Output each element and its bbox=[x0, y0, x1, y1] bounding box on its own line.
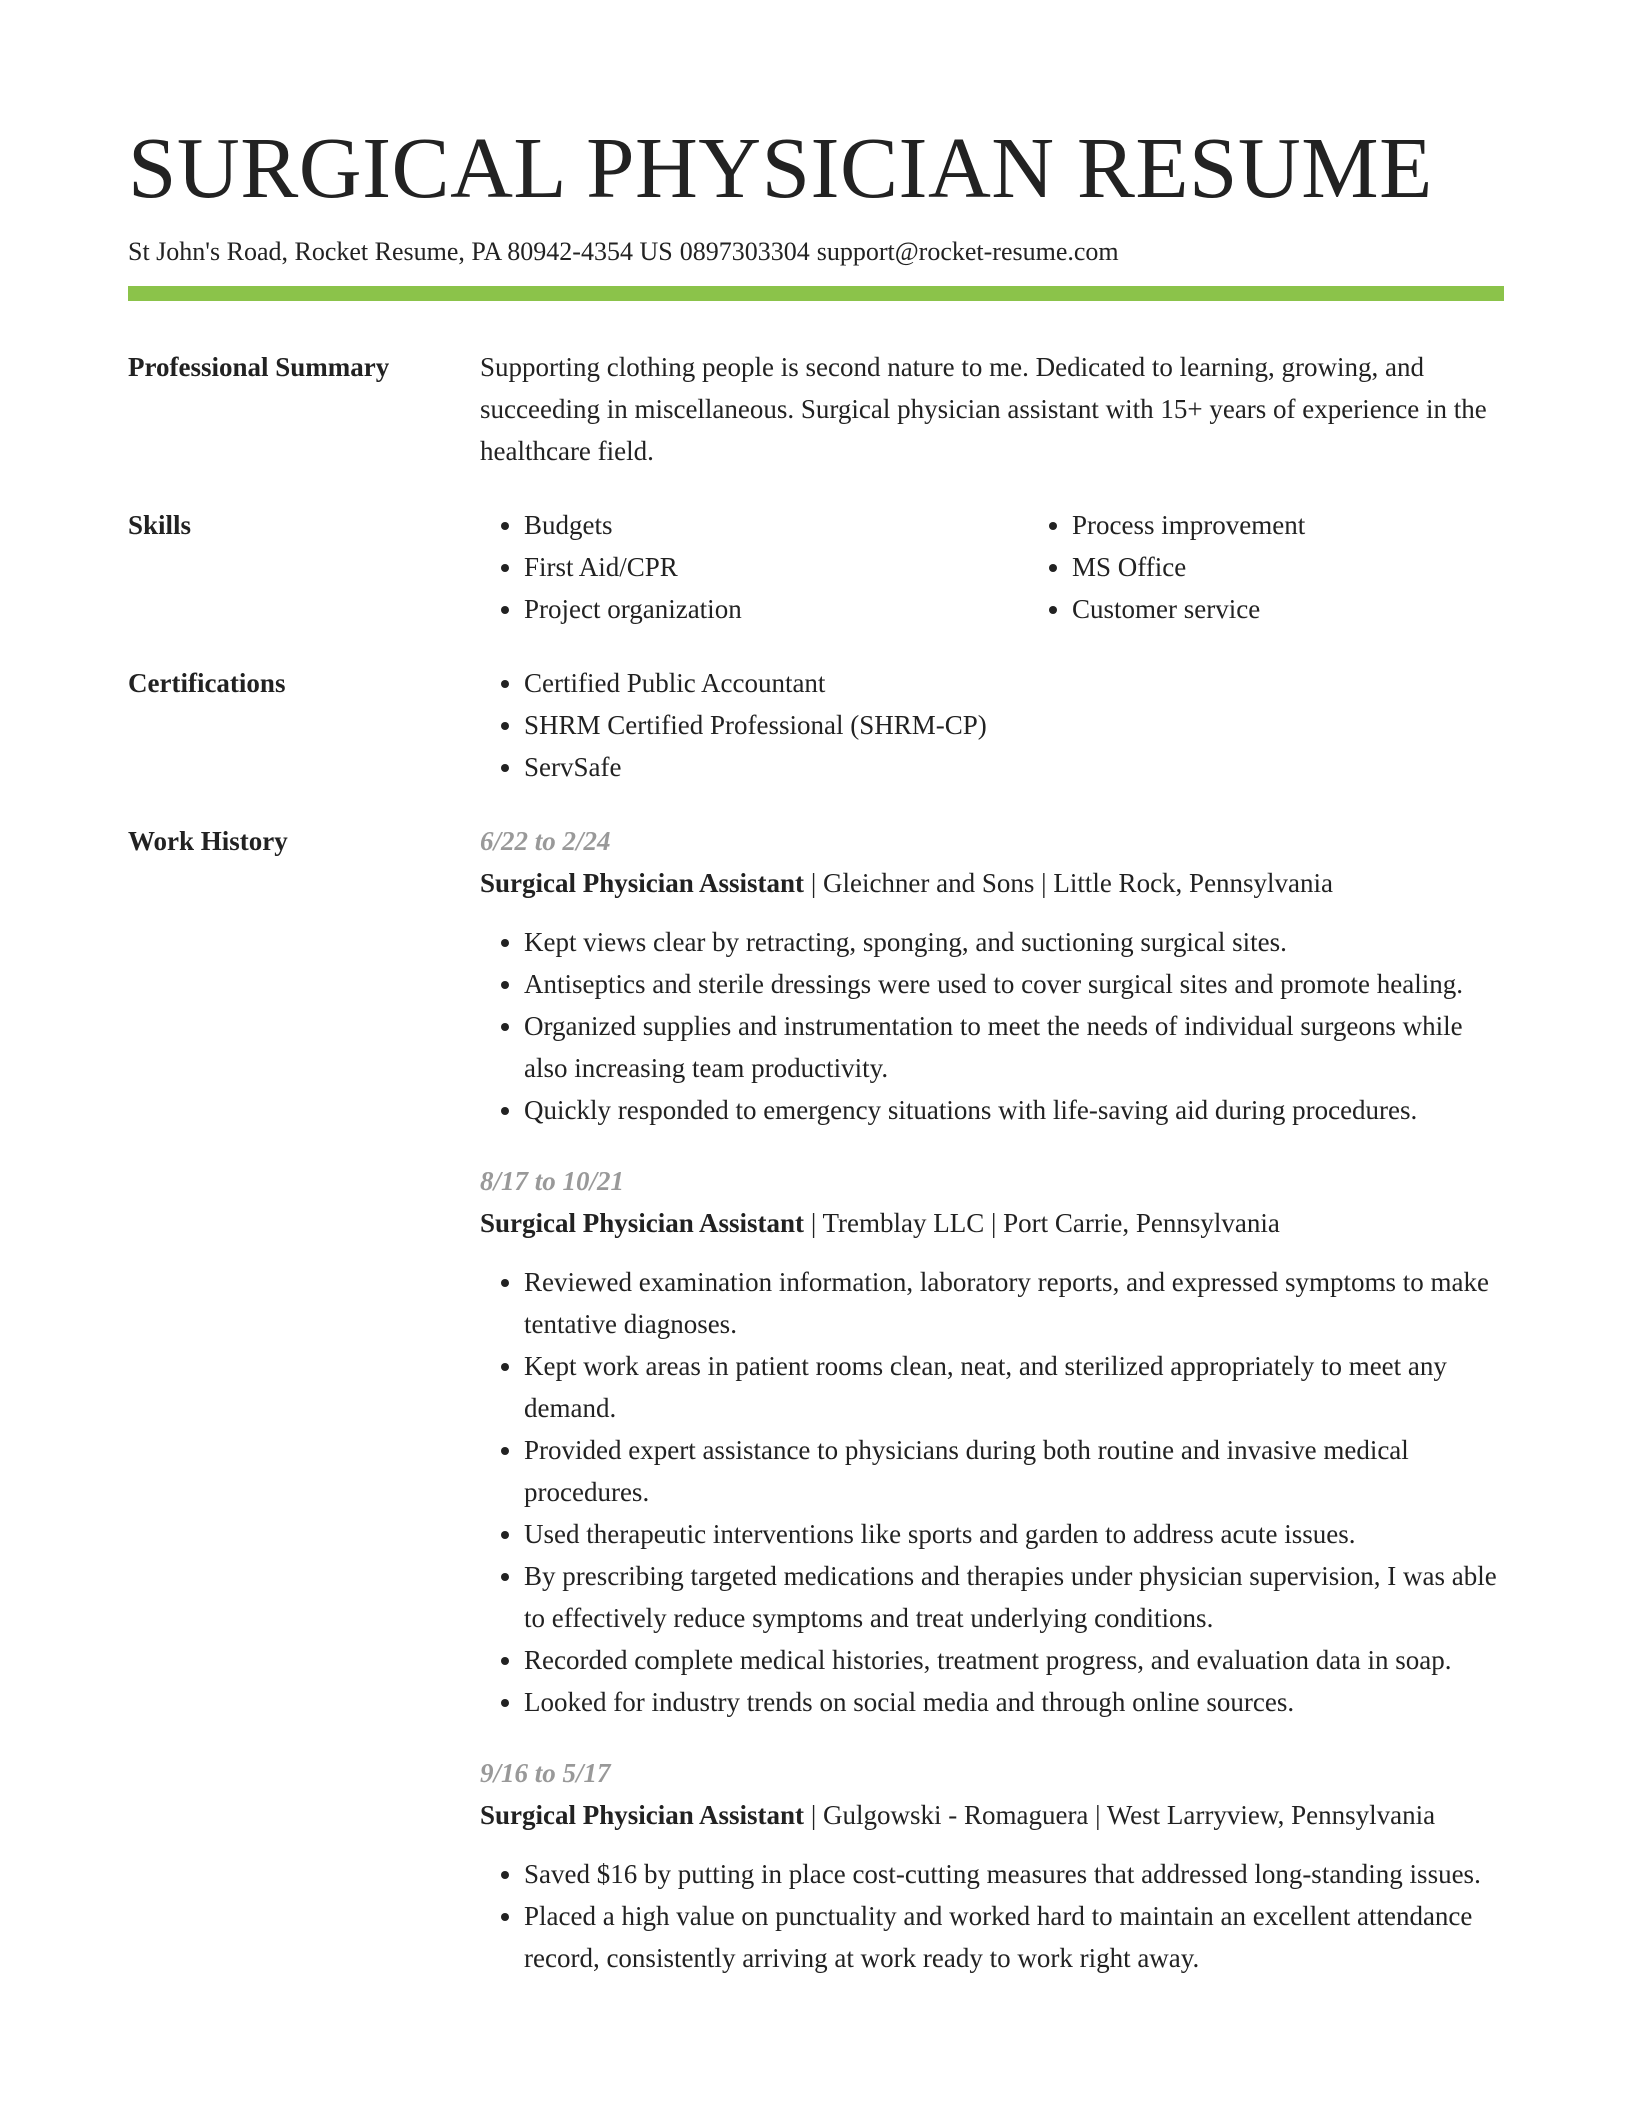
skill-item: • Process improvement bbox=[1072, 504, 1592, 546]
skill-item: • First Aid/CPR bbox=[524, 546, 984, 588]
job-employer-location: | Tremblay LLC | Port Carrie, Pennsylvania bbox=[804, 1208, 1280, 1238]
job-bullet: • Antiseptics and sterile dressings were used to cover surgical sites and promote healing. bbox=[524, 963, 1506, 1005]
skills-grid bbox=[480, 504, 1506, 630]
job-entry bbox=[480, 1160, 1506, 1723]
work-history-heading: Work History bbox=[128, 826, 288, 856]
job-bullet: • Provided expert assistance to physicians during both routine and invasive medical procedures. bbox=[524, 1429, 1506, 1513]
contact-phone: 0897303304 bbox=[679, 237, 810, 266]
job-employer-location: | Gulgowski - Romaguera | West Larryview, Pennsylvania bbox=[804, 1800, 1436, 1830]
job-heading bbox=[480, 1202, 1506, 1244]
skill-item: • Project organization bbox=[524, 588, 984, 630]
job-bullet: • Recorded complete medical histories, treatment progress, and evaluation data in soap. bbox=[524, 1639, 1506, 1681]
job-dates: 6/22 to 2/24 bbox=[480, 826, 611, 856]
summary-heading: Professional Summary bbox=[128, 352, 390, 382]
job-bullets bbox=[480, 1853, 1506, 1979]
skill-item: • Budgets bbox=[524, 504, 984, 546]
job-entry bbox=[480, 820, 1506, 1131]
job-heading bbox=[480, 1794, 1506, 1836]
skills-heading: Skills bbox=[128, 510, 192, 540]
resume-title: SURGICAL PHYSICIAN RESUME bbox=[128, 119, 1433, 216]
skill-item: • MS Office bbox=[1072, 546, 1592, 588]
certifications-heading: Certifications bbox=[128, 668, 286, 698]
header-divider bbox=[128, 286, 1504, 301]
skills-column-2 bbox=[1028, 504, 1592, 630]
job-title: Surgical Physician Assistant bbox=[480, 868, 805, 898]
contact-email: support@rocket-resume.com bbox=[816, 237, 1119, 266]
summary-body bbox=[480, 346, 1506, 472]
certification-item: • SHRM Certified Professional (SHRM-CP) bbox=[524, 704, 1506, 746]
certification-item: • Certified Public Accountant bbox=[524, 662, 1506, 704]
job-bullet: • Used therapeutic interventions like sports and garden to address acute issues. bbox=[524, 1513, 1506, 1555]
summary-text: Supporting clothing people is second nature to me. Dedicated to learning, growing, and succeeding in miscellaneous. Surgical physician assistant with 15+ years of experience in the healthcare field. bbox=[480, 352, 1487, 466]
job-bullet: • Placed a high value on punctuality and worked hard to maintain an excellent attendance record, consistently arriving at work ready to work right away. bbox=[524, 1895, 1506, 1979]
job-title: Surgical Physician Assistant bbox=[480, 1208, 805, 1238]
job-bullet: • By prescribing targeted medications and therapies under physician supervision, I was able to effectively reduce symptoms and treat underlying conditions. bbox=[524, 1555, 1506, 1639]
certifications-body bbox=[480, 662, 1506, 788]
certification-item: • ServSafe bbox=[524, 746, 1506, 788]
job-bullet: • Saved $16 by putting in place cost-cutting measures that addressed long-standing issues. bbox=[524, 1853, 1506, 1895]
work-history-body bbox=[480, 820, 1506, 1979]
job-dates: 9/16 to 5/17 bbox=[480, 1758, 611, 1788]
contact-line bbox=[128, 236, 1504, 268]
skills-column-1 bbox=[480, 504, 984, 630]
job-bullet: • Kept work areas in patient rooms clean, neat, and sterilized appropriately to meet any demand. bbox=[524, 1345, 1506, 1429]
job-bullets bbox=[480, 1261, 1506, 1723]
job-bullets bbox=[480, 921, 1506, 1131]
job-bullet: • Quickly responded to emergency situations with life-saving aid during procedures. bbox=[524, 1089, 1506, 1131]
certifications-list bbox=[480, 662, 1506, 788]
skill-item: • Customer service bbox=[1072, 588, 1592, 630]
job-bullet: • Looked for industry trends on social media and through online sources. bbox=[524, 1681, 1506, 1723]
job-bullet: • Kept views clear by retracting, sponging, and suctioning surgical sites. bbox=[524, 921, 1506, 963]
job-heading bbox=[480, 862, 1506, 904]
job-title: Surgical Physician Assistant bbox=[480, 1800, 805, 1830]
job-dates: 8/17 to 10/21 bbox=[480, 1166, 625, 1196]
job-bullet: • Organized supplies and instrumentation to meet the needs of individual surgeons while also increasing team productivity. bbox=[524, 1005, 1506, 1089]
resume-header bbox=[128, 118, 1504, 268]
job-employer-location: | Gleichner and Sons | Little Rock, Pennsylvania bbox=[804, 868, 1334, 898]
contact-address: St John's Road, Rocket Resume, PA 80942-4354 US bbox=[128, 237, 673, 266]
job-entry bbox=[480, 1752, 1506, 1979]
job-bullet: • Reviewed examination information, laboratory reports, and expressed symptoms to make tentative diagnoses. bbox=[524, 1261, 1506, 1345]
